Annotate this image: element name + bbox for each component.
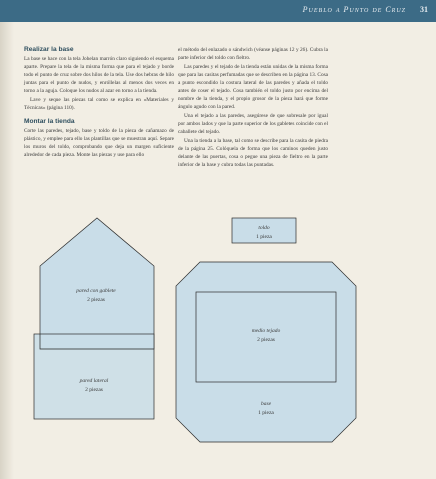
pattern-pared-gablete-name: pared con gablete bbox=[76, 288, 116, 294]
paragraph: Corte las paredes, tejado, base y toldo de la pieza de cañamazo de plástico, y emplee para ello las plantillas que se muestran aquí. Separe los muros del toldo, comprobando que deja un margen suficiente alrededor de cada pieza. Monte las piezas y use para ello bbox=[24, 128, 174, 158]
pattern-base-count: 1 pieza bbox=[258, 410, 274, 416]
page-number: 31 bbox=[420, 5, 428, 14]
section-heading-base: Realizar la base bbox=[24, 46, 74, 53]
pattern-pared-lateral bbox=[34, 334, 154, 419]
pattern-medio-tejado-count: 2 piezas bbox=[257, 337, 275, 343]
pattern-toldo-count: 1 pieza bbox=[256, 234, 272, 240]
paragraph: Las paredes y el tejado de la tienda están unidas de la misma forma que para las casitas perfumadas que se describen en la página 13. Cosa a punto escondido la costura lateral de las paredes y añada el toldo antes de coser el tejado. Cosa también el toldo justo por encima del nombre de la tienda, y el propio grosor de la pieza hará que forme ángulo agudo con la pared. bbox=[178, 64, 328, 110]
pattern-pared-gablete bbox=[40, 218, 154, 349]
paragraph: La base se hace con la tela Johelan marrón claro siguiendo el esquema aparte. Prepare la tela de la misma forma que para el tejado y borde todo el punto de cruz sobre dos hilos de la tela. Use dos hebras de hilo juntas para el punto de nudos, y enróllelas al menos dos veces en torno a la aguja. Coloque los nudos al azar en torno a la tienda. bbox=[24, 56, 174, 94]
paragraph: Una la tienda a la base, tal como se describe para la casita de piedra de la página 25. Colóquela de forma que los caminos queden justo delante de las puertas, cosa o pegue una pieza de fieltro en la parte inferior de la base y cubra todas las puntadas. bbox=[178, 138, 328, 168]
pattern-toldo-name: toldo bbox=[258, 225, 270, 231]
paragraph: Una el tejado a las paredes, asegúrese de que sobresale por igual por ambos lados y que la parte superior de los gabletes coincide con el caballete del tejado. bbox=[178, 113, 328, 135]
pattern-pared-lateral-name: pared lateral bbox=[79, 378, 109, 384]
pattern-base-name: base bbox=[260, 401, 272, 407]
paragraph: Lave y seque las piezas tal como se explica en «Materiales y Técnicas» (página 110). bbox=[24, 97, 174, 111]
paragraph: el método del enlazado o sándwich (véanse páginas 12 y 26). Cubra la parte inferior del toldo con fieltro. bbox=[178, 47, 328, 61]
pattern-pared-lateral-count: 2 piezas bbox=[85, 387, 103, 393]
running-header-title: Pueblo a Punto de Cruz bbox=[302, 5, 406, 14]
section-heading-montar: Montar la tienda bbox=[24, 118, 75, 125]
pattern-medio-tejado-name: medio tejado bbox=[251, 328, 281, 334]
pattern-pared-gablete-count: 2 piezas bbox=[87, 297, 105, 303]
